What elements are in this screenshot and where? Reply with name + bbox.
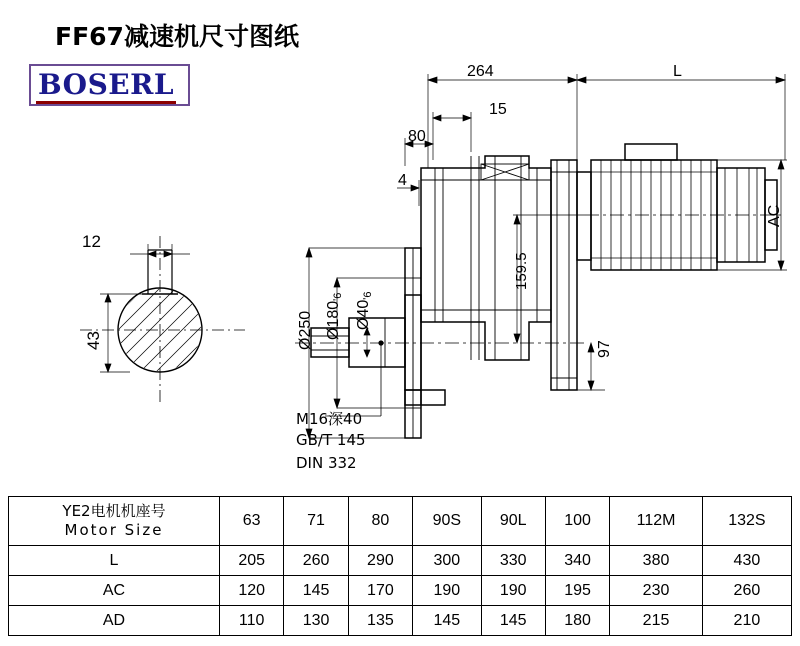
table-cell: 145 [481,606,545,636]
table-cell: 300 [413,546,481,576]
table-cell: 340 [545,546,609,576]
dim-label-AC: AC [766,204,783,227]
dim-label-15: 15 [489,101,507,118]
table-row-header [9,497,792,546]
note-thread-depth: M16深40 [296,410,363,428]
table-cell: 180 [545,606,609,636]
dim-label-dia180 [325,293,344,340]
dimension-table [8,496,792,636]
table-header-cell: 90L [481,497,545,546]
table-cell: 260 [284,546,348,576]
dim-label-4: 4 [398,172,407,189]
note-standard-din: DIN 332 [296,454,357,472]
table-cell: 145 [284,576,348,606]
table-cell: 130 [284,606,348,636]
dim-label-L: L [673,63,682,80]
table-cell: 205 [220,546,284,576]
dim-label-159-5: 159.5 [513,252,530,290]
table-header-cell: 90S [413,497,481,546]
table-cell: 190 [481,576,545,606]
table-header-cell: 63 [220,497,284,546]
table-header-cell: 132S [702,497,791,546]
table-row [9,576,792,606]
logo-text: BOSERL [38,68,175,101]
logo-underline [36,101,176,104]
dim-label-80: 80 [408,128,426,145]
table-cell: 260 [702,576,791,606]
table-row-label: AD [9,606,220,636]
table-cell: 380 [610,546,703,576]
table-row-label: AC [9,576,220,606]
dim-label-12: 12 [82,232,101,251]
table-row [9,606,792,636]
table-header-cell: 71 [284,497,348,546]
dim-label-264: 264 [467,63,494,80]
table-cell: 215 [610,606,703,636]
dia40-value: Ø40 [355,299,372,330]
note-standard-gb: GB/T 145 [296,431,366,449]
table-header-label-cn: YE2电机机座号 [62,502,166,521]
table-cell: 135 [348,606,412,636]
table-header-cell: 112M [610,497,703,546]
table-header-label [9,497,220,546]
table-cell: 120 [220,576,284,606]
table-cell: 330 [481,546,545,576]
table-cell: 110 [220,606,284,636]
dia180-tolerance: ʹ6 [332,292,344,301]
table-header-cell: 100 [545,497,609,546]
shaft-end-view [60,230,260,410]
table-cell: 190 [413,576,481,606]
table-cell: 290 [348,546,412,576]
table-cell: 195 [545,576,609,606]
dim-label-97: 97 [596,340,613,358]
dim-label-43: 43 [84,331,103,350]
table-cell: 210 [702,606,791,636]
page-title: FF67减速机尺寸图纸 [55,22,299,51]
table-row [9,546,792,576]
table-header-label-en: Motor Size [64,521,164,539]
table-row-label: L [9,546,220,576]
dim-label-dia250: Ø250 [297,310,314,350]
dim-label-dia40 [355,292,374,330]
table-cell: 145 [413,606,481,636]
table-header-cell: 80 [348,497,412,546]
table-cell: 170 [348,576,412,606]
dia180-value: Ø180 [325,300,342,340]
table-cell: 230 [610,576,703,606]
dia40-tolerance: ʹ6 [362,291,374,300]
table-cell: 430 [702,546,791,576]
